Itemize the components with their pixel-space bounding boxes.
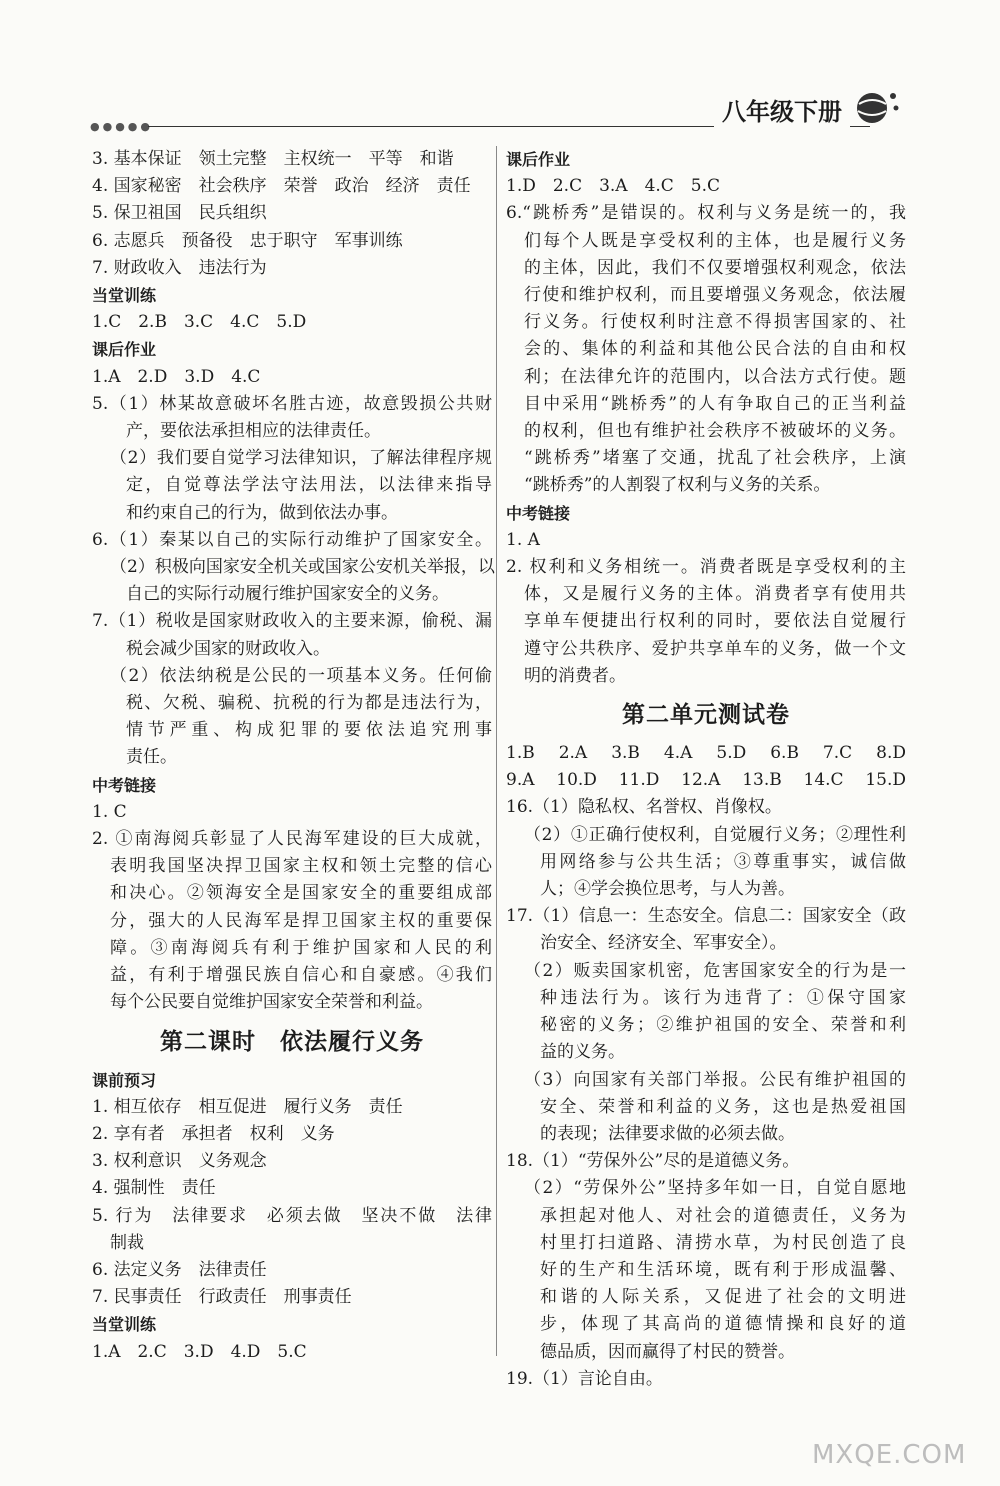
answer-line: 障。③南海阅兵有利于维护国家和人民的利	[110, 937, 492, 958]
answer-line: 4. 强制性 责任	[92, 1178, 216, 1199]
lesson-title: 第二课时 依法履行义务	[160, 1028, 424, 1055]
answer-line: 1.C 2.B 3.C 4.C 5.D	[92, 312, 307, 333]
answer-line: 6. 法定义务 法律责任	[92, 1259, 267, 1280]
answer-line: 的权利，但也有维护社会秩序不被破坏的义务。	[524, 421, 906, 442]
answer-line: 和约束自己的行为，做到依法办事。	[126, 502, 398, 523]
answer-line: 德品质，因而赢得了村民的赞誉。	[540, 1341, 795, 1362]
answer-line: 3. 权利意识 义务观念	[92, 1151, 267, 1172]
answer-line: 17.（1）信息一：生态安全。信息二：国家安全（政	[506, 906, 906, 927]
section-heading: 当堂训练	[92, 1315, 157, 1335]
answer-line: “跳桥秀”的人割裂了权利与义务的关系。	[524, 475, 831, 496]
answer-line: 自己的实际行动履行维护国家安全的义务。	[126, 584, 449, 605]
section-heading: 课前预习	[92, 1070, 157, 1090]
column-divider	[496, 146, 497, 1356]
answer-line: 每个公民要自觉维护国家安全荣誉和利益。	[110, 992, 433, 1013]
answer-line: （2）“劳保外公”坚持多年如一日，自觉自愿地	[524, 1178, 906, 1199]
answer-line: 体，又是履行义务的主体。消费者享有使用共	[524, 584, 906, 605]
intro-line: 7. 财政收入 违法行为	[92, 257, 267, 278]
answer-line: 种违法行为。该行为违背了：①保守国家	[540, 987, 906, 1008]
answer-line: 秘密的义务；②维护祖国的安全、荣誉和利	[540, 1015, 906, 1036]
answer-line: 责任。	[126, 747, 177, 768]
answer-line: 情节严重、构成犯罪的要依法追究刑事	[126, 720, 492, 741]
answer-line: 5. 行为 法律要求 必须去做 坚决不做 法律	[92, 1205, 492, 1226]
answer-line: 表明我国坚决捍卫国家主权和领土完整的信心	[110, 856, 492, 877]
answer-line: 6.（1）秦某以自己的实际行动维护了国家安全。	[92, 529, 492, 550]
answer-line: 遵守公共秩序、爱护共享单车的义务，做一个文	[524, 638, 906, 659]
answer-line: 行义务。行使权利时注意不得损害国家的、社	[524, 312, 906, 333]
intro-line: 6. 志愿兵 预备役 忠于职守 军事训练	[92, 230, 403, 251]
answer-line: 1. A	[506, 529, 540, 550]
answer-line: 分，强大的人民海军是捍卫国家主权的重要保	[110, 910, 492, 931]
answer-line: 定，自觉尊法学法守法用法，以法律来指导	[126, 475, 492, 496]
answer-line: 和决心。②领海安全是国家安全的重要组成部	[110, 883, 492, 904]
section-heading: 课后作业	[92, 340, 157, 360]
intro-line: 5. 保卫祖国 民兵组织	[92, 203, 267, 224]
answer-line: 目中采用“跳桥秀”的人有争取自己的正当利益	[524, 393, 906, 414]
answer-line: 18.（1）“劳保外公”尽的是道德义务。	[506, 1151, 800, 1172]
answer-line: 2. 权利和义务相统一。消费者既是享受权利的主	[506, 557, 906, 578]
answer-line: 1.A 2.C 3.D 4.D 5.C	[92, 1341, 307, 1362]
answer-line: 1.B 2.A 3.B 4.A 5.D 6.B 7.C 8.D	[506, 743, 906, 764]
answer-line: 1.D 2.C 3.A 4.C 5.C	[506, 176, 721, 197]
answer-line: 们每个人既是享受权利的主体，也是履行义务	[524, 230, 906, 251]
section-heading: 课后作业	[506, 150, 571, 169]
answer-line: 安全、荣誉和利益的义务，这也是热爱祖国	[540, 1096, 906, 1117]
answer-line: 1. 相互依存 相互促进 履行义务 责任	[92, 1096, 403, 1117]
answer-line: 好的生产和生活环境，既有利于形成温馨、	[540, 1259, 906, 1280]
answer-line: 16.（1）隐私权、名誉权、肖像权。	[506, 797, 782, 818]
answer-line: 2. 享有者 承担者 权利 义务	[92, 1123, 335, 1144]
answer-line: （2）贩卖国家机密，危害国家安全的行为是一	[524, 960, 906, 981]
answer-line: 行使和维护权利，而且要增强义务观念，依法履	[524, 285, 906, 306]
answer-line: 税、欠税、骗税、抗税的行为都是违法行为，	[126, 693, 492, 714]
answer-line: （2）我们要自觉学习法律知识，了解法律程序规	[110, 448, 492, 469]
answer-line: 享单车便捷出行权利的同时，要依法自觉履行	[524, 611, 906, 632]
answer-line: 1.A 2.D 3.D 4.C	[92, 366, 261, 387]
answer-line: 益，有利于增强民族自信心和自豪感。④我们	[110, 965, 492, 986]
section-heading: 中考链接	[506, 503, 571, 523]
answer-line: 治安全、经济安全、军事安全）。	[540, 933, 787, 954]
right-column	[506, 146, 906, 1393]
answer-line: 19.（1）言论自由。	[506, 1368, 663, 1389]
answer-line: 税会减少国家的财政收入。	[126, 638, 330, 659]
answer-line: 益的义务。	[540, 1042, 625, 1063]
header-dots: ●●●●●	[90, 120, 153, 133]
answer-line: 9.A 10.D 11.D 12.A 13.B 14.C 15.D	[506, 770, 906, 791]
answer-line: 村里打扫道路、清捞水草，为村民创造了良	[540, 1232, 906, 1253]
section-heading: 当堂训练	[92, 286, 157, 306]
answer-line: 5.（1）林某故意破坏名胜古迹，故意毁损公共财	[92, 393, 492, 414]
answer-line: 人；④学会换位思考，与人为善。	[540, 879, 795, 900]
intro-line: 3. 基本保证 领土完整 主权统一 平等 和谐	[92, 149, 454, 169]
answer-line: 明的消费者。	[524, 665, 626, 686]
answer-line: 6.“跳桥秀”是错误的。权利与义务是统一的，我	[506, 203, 906, 224]
answer-line: （3）向国家有关部门举报。公民有维护祖国的	[524, 1069, 906, 1090]
intro-line: 4. 国家秘密 社会秩序 荣誉 政治 经济 责任	[92, 176, 471, 197]
answer-line: 的主体，因此，我们不仅要增强权利观念，依法	[524, 257, 906, 278]
answer-line: 7. 民事责任 行政责任 刑事责任	[92, 1287, 352, 1308]
watermark: MXQE.COM	[812, 1440, 967, 1470]
grade-label: 八年级下册	[714, 92, 850, 127]
unit-test-title: 第二单元测试卷	[622, 702, 790, 729]
answer-line: 利；在法律允许的范围内，以合法方式行使。题	[524, 366, 906, 387]
answer-line: 2. ①南海阅兵彰显了人民海军建设的巨大成就，	[92, 829, 492, 850]
answer-line: 承担起对他人、对社会的道德责任，义务为	[540, 1205, 906, 1226]
page-header	[90, 86, 900, 136]
answer-line: “跳桥秀”堵塞了交通，扰乱了社会秩序，上演	[524, 448, 906, 469]
answer-line: 和谐的人际关系，又促进了社会的文明进	[540, 1287, 906, 1308]
answer-line: 会的、集体的利益和其他公民合法的自由和权	[524, 339, 906, 360]
ball-logo-icon	[850, 86, 900, 128]
answer-line: （2）依法纳税是公民的一项基本义务。任何偷	[110, 665, 492, 686]
answer-line: 的表现；法律要求做的必须去做。	[540, 1123, 795, 1144]
answer-line: 1. C	[92, 801, 127, 822]
answer-line: 产，要依法承担相应的法律责任。	[126, 421, 381, 442]
answer-line: 用网络参与公共生活；③尊重事实，诚信做	[540, 851, 906, 872]
answer-line: 步，体现了其高尚的道德情操和良好的道	[540, 1314, 906, 1335]
answer-line: （2）①正确行使权利，自觉履行义务；②理性利	[524, 824, 906, 845]
section-heading: 中考链接	[92, 775, 157, 795]
answer-line: 制裁	[110, 1232, 144, 1253]
left-column	[92, 146, 495, 1366]
answer-line: （2）积极向国家安全机关或国家公安机关举报，以	[110, 557, 495, 578]
answer-line: 7.（1）税收是国家财政收入的主要来源，偷税、漏	[92, 611, 492, 632]
